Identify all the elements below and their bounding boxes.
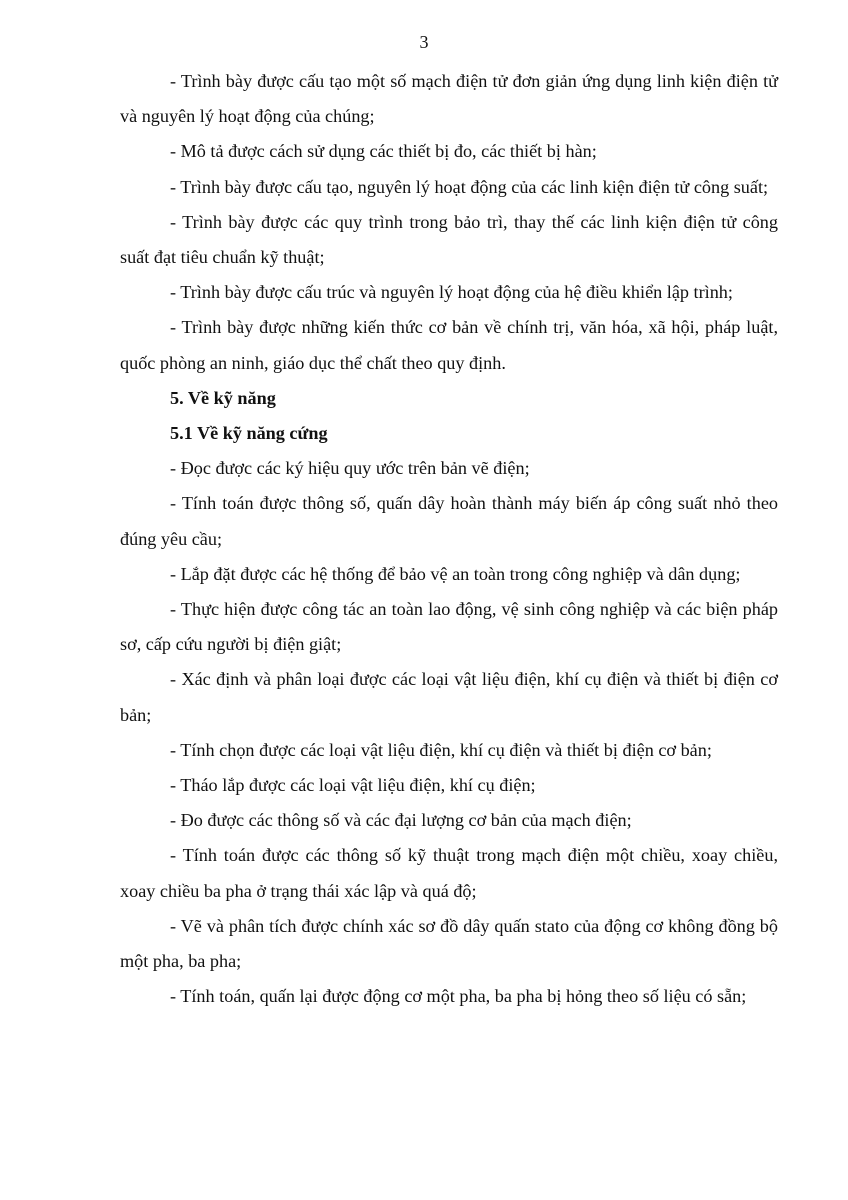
skill-item: - Lắp đặt được các hệ thống để bảo vệ an toàn trong công nghiệp và dân dụng;	[170, 563, 741, 584]
page-number: 3	[419, 32, 429, 52]
knowledge-item: - Trình bày được cấu tạo, nguyên lý hoạt động của các linh kiện điện tử công suất;	[170, 176, 769, 197]
subsection-heading: 5.1 Về kỹ năng cứng	[170, 423, 328, 444]
skill-item: - Đọc được các ký hiệu quy ước trên bản vẽ điện;	[170, 458, 530, 479]
knowledge-item: - Mô tả được cách sử dụng các thiết bị đo, các thiết bị hàn;	[170, 141, 597, 162]
document-body	[120, 64, 778, 1014]
skill-item: - Đo được các thông số và các đại lượng cơ bản của mạch điện;	[170, 810, 632, 831]
skill-item: - Vẽ và phân tích được chính xác sơ đồ dây quấn stato của động cơ không đồng bộ một pha, ba pha;	[120, 915, 778, 972]
skill-item: - Tháo lắp được các loại vật liệu điện, khí cụ điện;	[170, 775, 536, 796]
knowledge-item: - Trình bày được cấu trúc và nguyên lý hoạt động của hệ điều khiển lập trình;	[170, 282, 733, 303]
skill-item: - Thực hiện được công tác an toàn lao động, vệ sinh công nghiệp và các biện pháp sơ, cấp cứu người bị điện giật;	[120, 599, 778, 655]
skill-item: - Tính toán, quấn lại được động cơ một pha, ba pha bị hỏng theo số liệu có sẵn;	[170, 986, 747, 1007]
skill-item: - Tính toán được thông số, quấn dây hoàn thành máy biến áp công suất nhỏ theo đúng yêu cầu;	[120, 493, 778, 549]
knowledge-item: - Trình bày được các quy trình trong bảo trì, thay thế các linh kiện điện tử công suất đạt tiêu chuẩn kỹ thuật;	[120, 211, 778, 268]
skill-item: - Xác định và phân loại được các loại vật liệu điện, khí cụ điện và thiết bị điện cơ bản;	[120, 669, 778, 725]
section-heading: 5. Về kỹ năng	[170, 387, 276, 408]
knowledge-item: - Trình bày được cấu tạo một số mạch điện tử đơn giản ứng dụng linh kiện điện tử và nguyên lý hoạt động của chúng;	[120, 71, 778, 127]
knowledge-item: - Trình bày được những kiến thức cơ bản về chính trị, văn hóa, xã hội, pháp luật, quốc phòng an ninh, giáo dục thể chất theo quy định.	[120, 317, 778, 373]
skill-item: - Tính toán được các thông số kỹ thuật trong mạch điện một chiều, xoay chiều, xoay chiều ba pha ở trạng thái xác lập và quá độ;	[120, 845, 778, 901]
skill-item: - Tính chọn được các loại vật liệu điện, khí cụ điện và thiết bị điện cơ bản;	[170, 739, 712, 760]
